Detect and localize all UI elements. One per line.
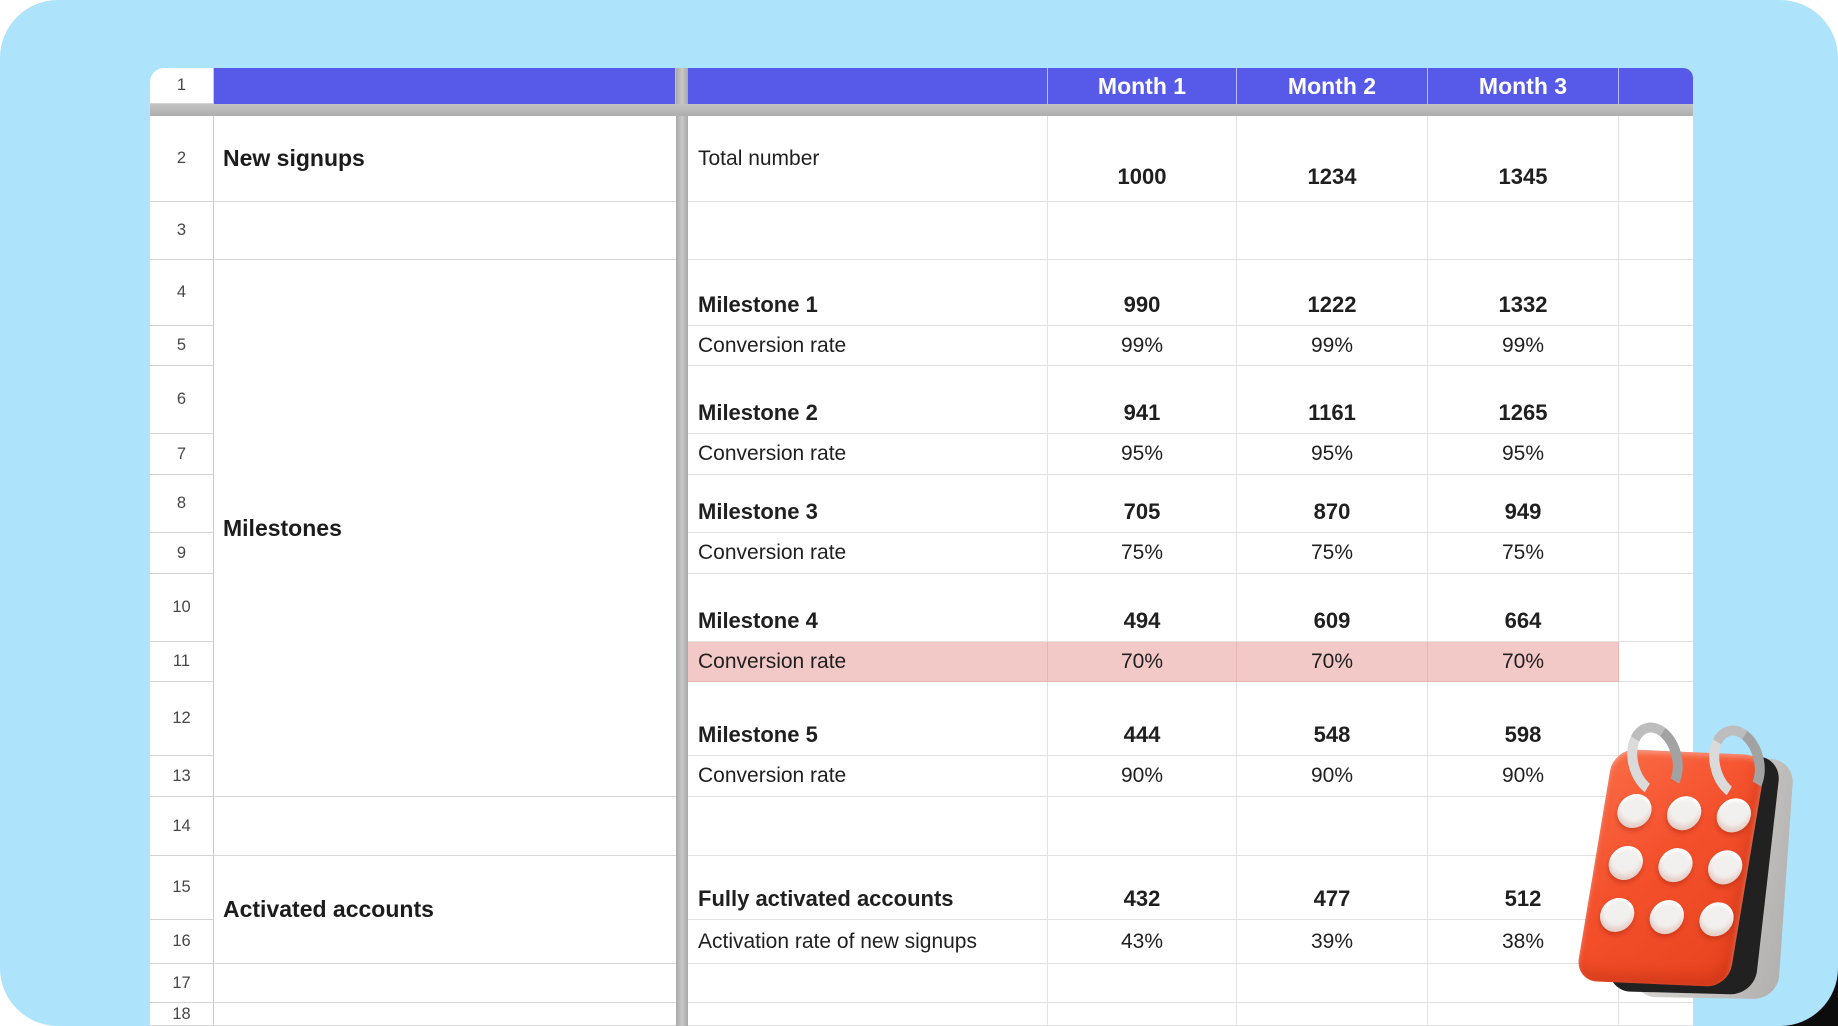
row-header-8[interactable]: 8 [150,475,214,533]
cell-month1-empty-1[interactable] [1048,202,1237,260]
cell-month2-milestone-3[interactable]: 870 [1237,475,1428,533]
cell-metric-empty-4[interactable] [688,1003,1048,1026]
cell-month3-milestone-4[interactable]: 664 [1428,574,1619,642]
cell-extra-3[interactable] [1619,260,1693,326]
cell-metric-activation-rate[interactable]: Activation rate of new signups [688,920,1048,964]
row-header-10[interactable]: 10 [150,574,214,642]
cell-month1-empty-3[interactable] [1048,964,1237,1003]
row-header-1[interactable]: 1 [150,68,214,104]
calendar-dot [1697,902,1736,937]
cell-month1-milestone-3[interactable]: 705 [1048,475,1237,533]
cell-month2-rate-1[interactable]: 99% [1237,326,1428,366]
cell-extra-10[interactable] [1619,642,1693,682]
cell-month1-rate-3[interactable]: 75% [1048,533,1237,574]
header-cell-month1[interactable]: Month 1 [1048,68,1237,104]
cell-month1-empty-4[interactable] [1048,1003,1237,1026]
cell-section-empty-4[interactable] [214,1003,676,1026]
cell-month2-milestone-4[interactable]: 609 [1237,574,1428,642]
row-header-13[interactable]: 13 [150,756,214,797]
cell-month3-total[interactable]: 1345 [1428,116,1619,202]
cell-month3-rate-3[interactable]: 75% [1428,533,1619,574]
cell-section-milestones[interactable]: Milestones [214,260,676,797]
cell-month1-milestone-2[interactable]: 941 [1048,366,1237,434]
freeze-separator-vertical [676,68,688,1026]
calendar-dot [1656,847,1695,882]
cell-month1-milestone-5[interactable]: 444 [1048,682,1237,756]
cell-extra-5[interactable] [1619,366,1693,434]
row-header-18[interactable]: 18 [150,1003,214,1026]
header-cell-extra[interactable] [1619,68,1693,104]
freeze-separator-horizontal [150,104,1693,116]
cell-month2-rate-3[interactable]: 75% [1237,533,1428,574]
cell-metric-milestone-1[interactable]: Milestone 1 [688,260,1048,326]
cell-month3-milestone-2[interactable]: 1265 [1428,366,1619,434]
cell-month2-milestone-5[interactable]: 548 [1237,682,1428,756]
calendar-dot [1597,897,1636,932]
cell-extra-6[interactable] [1619,434,1693,475]
cell-month3-rate-1[interactable]: 99% [1428,326,1619,366]
cell-metric-milestone-4[interactable]: Milestone 4 [688,574,1048,642]
cell-extra-1[interactable] [1619,116,1693,202]
row-header-11[interactable]: 11 [150,642,214,682]
cell-month3-rate-2[interactable]: 95% [1428,434,1619,475]
cell-month2-empty-1[interactable] [1237,202,1428,260]
cell-month1-fully-activated[interactable]: 432 [1048,856,1237,920]
calendar-dot [1664,796,1703,831]
row-header-7[interactable]: 7 [150,434,214,475]
calendar-dot [1705,850,1744,885]
cell-month3-fully-activated[interactable]: 512 [1428,856,1619,920]
cell-month1-rate-1[interactable]: 99% [1048,326,1237,366]
cell-month2-rate-5[interactable]: 90% [1237,756,1428,797]
calendar-dot [1647,899,1686,934]
cell-month3-activation-rate[interactable]: 38% [1428,920,1619,964]
cell-section-new-signups[interactable]: New signups [214,116,676,202]
cell-section-activated[interactable]: Activated accounts [214,856,676,964]
calendar-icon [1588,722,1798,1022]
cell-month1-milestone-1[interactable]: 990 [1048,260,1237,326]
row-header-2[interactable]: 2 [150,116,214,202]
cell-metric-empty-3[interactable] [688,964,1048,1003]
cell-month1-rate-2[interactable]: 95% [1048,434,1237,475]
cell-month2-rate-2[interactable]: 95% [1237,434,1428,475]
cell-month1-rate-4-highlighted[interactable]: 70% [1048,642,1237,682]
cell-section-empty-1[interactable] [214,202,676,260]
cell-metric-empty-2[interactable] [688,797,1048,856]
row-header-14[interactable]: 14 [150,797,214,856]
cell-metric-milestone-2[interactable]: Milestone 2 [688,366,1048,434]
cell-metric-empty-1[interactable] [688,202,1048,260]
calendar-dots-grid [1597,793,1753,937]
calendar-dot [1606,845,1645,880]
cell-metric-rate-1[interactable]: Conversion rate [688,326,1048,366]
cell-metric-milestone-5[interactable]: Milestone 5 [688,682,1048,756]
header-cell-month2[interactable]: Month 2 [1237,68,1428,104]
cell-metric-rate-3[interactable]: Conversion rate [688,533,1048,574]
row-header-12[interactable]: 12 [150,682,214,756]
cell-metric-rate-2[interactable]: Conversion rate [688,434,1048,475]
cell-metric-rate-4-highlighted[interactable]: Conversion rate [688,642,1048,682]
cell-month3-rate-5[interactable]: 90% [1428,756,1619,797]
cell-extra-2[interactable] [1619,202,1693,260]
cell-metric-rate-5[interactable]: Conversion rate [688,756,1048,797]
cell-month2-total[interactable]: 1234 [1237,116,1428,202]
cell-month2-milestone-2[interactable]: 1161 [1237,366,1428,434]
cell-month2-empty-3[interactable] [1237,964,1428,1003]
cell-extra-9[interactable] [1619,574,1693,642]
row-header-6[interactable]: 6 [150,366,214,434]
cell-month2-empty-4[interactable] [1237,1003,1428,1026]
row-header-17[interactable]: 17 [150,964,214,1003]
cell-month1-empty-2[interactable] [1048,797,1237,856]
cell-month3-milestone-5[interactable]: 598 [1428,682,1619,756]
cell-month3-milestone-3[interactable]: 949 [1428,475,1619,533]
cell-month1-activation-rate[interactable]: 43% [1048,920,1237,964]
cell-metric-total-number[interactable]: Total number [688,116,1048,202]
cell-month2-activation-rate[interactable]: 39% [1237,920,1428,964]
row-header-9[interactable]: 9 [150,533,214,574]
cell-month2-milestone-1[interactable]: 1222 [1237,260,1428,326]
cell-metric-fully-activated[interactable]: Fully activated accounts [688,856,1048,920]
calendar-dot [1714,798,1753,833]
cell-extra-7[interactable] [1619,475,1693,533]
cell-month1-milestone-4[interactable]: 494 [1048,574,1237,642]
calendar-dot [1615,793,1654,828]
row-header-4[interactable]: 4 [150,260,214,326]
row-header-5[interactable]: 5 [150,326,214,366]
cell-month1-rate-5[interactable]: 90% [1048,756,1237,797]
row-header-15[interactable]: 15 [150,856,214,920]
cell-extra-4[interactable] [1619,326,1693,366]
cell-section-empty-3[interactable] [214,964,676,1003]
row-header-3[interactable]: 3 [150,202,214,260]
cell-month3-rate-4-highlighted[interactable]: 70% [1428,642,1619,682]
cell-metric-milestone-3[interactable]: Milestone 3 [688,475,1048,533]
header-cell-metrics[interactable] [688,68,1048,104]
cell-month3-empty-1[interactable] [1428,202,1619,260]
cell-month2-fully-activated[interactable]: 477 [1237,856,1428,920]
header-cell-labels[interactable] [214,68,676,104]
header-cell-month3[interactable]: Month 3 [1428,68,1619,104]
cell-month2-rate-4-highlighted[interactable]: 70% [1237,642,1428,682]
row-header-16[interactable]: 16 [150,920,214,964]
cell-extra-8[interactable] [1619,533,1693,574]
spreadsheet [150,68,1693,1026]
cell-month3-milestone-1[interactable]: 1332 [1428,260,1619,326]
cell-section-empty-2[interactable] [214,797,676,856]
cell-month1-total[interactable]: 1000 [1048,116,1237,202]
cell-month2-empty-2[interactable] [1237,797,1428,856]
